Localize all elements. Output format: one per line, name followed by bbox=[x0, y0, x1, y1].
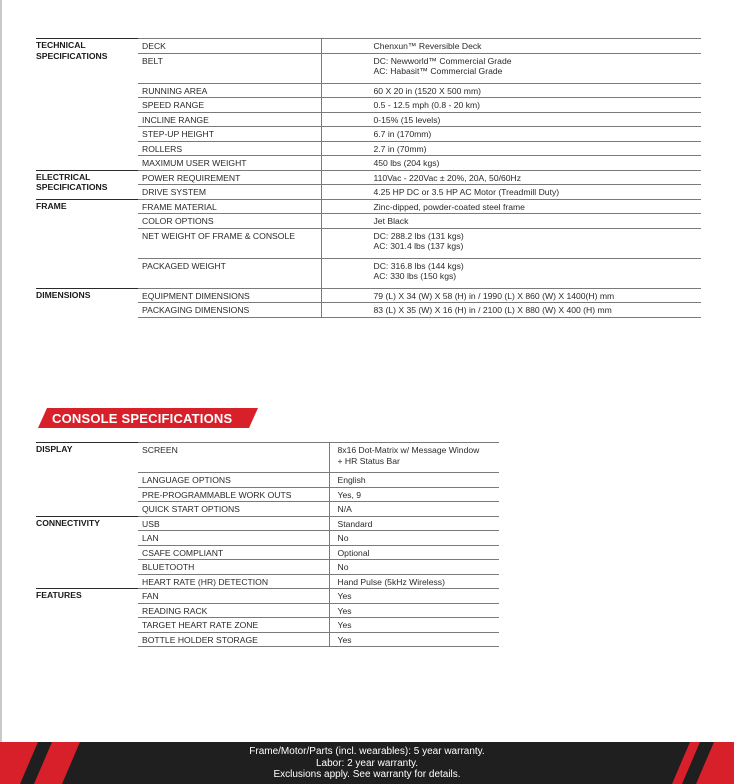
spec-label: FRAME MATERIAL bbox=[138, 199, 321, 214]
spec-value: 6.7 in (170mm) bbox=[321, 127, 701, 142]
spec-row bbox=[36, 589, 499, 604]
spec-value: 0.5 - 12.5 mph (0.8 - 20 km) bbox=[321, 98, 701, 113]
spec-row bbox=[36, 170, 701, 185]
warranty-line: Frame/Motor/Parts (incl. wearables): 5 year warranty. bbox=[249, 746, 485, 757]
spec-label: LAN bbox=[138, 531, 329, 546]
spec-category: CONNECTIVITY bbox=[36, 516, 138, 589]
spec-label: PACKAGING DIMENSIONS bbox=[138, 303, 321, 318]
spec-label: LANGUAGE OPTIONS bbox=[138, 473, 329, 488]
spec-label: PACKAGED WEIGHT bbox=[138, 258, 321, 288]
spec-value: 8x16 Dot-Matrix w/ Message Window + HR Status Bar bbox=[329, 443, 499, 473]
spec-row bbox=[36, 39, 701, 54]
spec-value: 2.7 in (70mm) bbox=[321, 141, 701, 156]
spec-value: English bbox=[329, 473, 499, 488]
spec-value: 83 (L) X 35 (W) X 16 (H) in / 2100 (L) X 880 (W) X 400 (H) mm bbox=[321, 303, 701, 318]
spec-label: INCLINE RANGE bbox=[138, 112, 321, 127]
spec-label: USB bbox=[138, 516, 329, 531]
spec-value: 450 lbs (204 kgs) bbox=[321, 156, 701, 171]
spec-row bbox=[36, 288, 701, 303]
spec-value: DC: Newworld™ Commercial Grade AC: Habasit™ Commercial Grade bbox=[321, 53, 701, 83]
spec-label: CSAFE COMPLIANT bbox=[138, 545, 329, 560]
spec-value: Jet Black bbox=[321, 214, 701, 229]
warranty-footer bbox=[0, 742, 734, 784]
spec-value: No bbox=[329, 531, 499, 546]
spec-value: No bbox=[329, 560, 499, 575]
spec-category: FEATURES bbox=[36, 589, 138, 647]
spec-label: MAXIMUM USER WEIGHT bbox=[138, 156, 321, 171]
spec-category: DISPLAY bbox=[36, 443, 138, 517]
spec-value: DC: 316.8 lbs (144 kgs) AC: 330 lbs (150 kgs) bbox=[321, 258, 701, 288]
console-spec-banner bbox=[38, 408, 258, 428]
spec-value: Zinc-dipped, powder-coated steel frame bbox=[321, 199, 701, 214]
spec-label: DECK bbox=[138, 39, 321, 54]
spec-row bbox=[36, 199, 701, 214]
spec-label: SCREEN bbox=[138, 443, 329, 473]
spec-label: READING RACK bbox=[138, 603, 329, 618]
spec-value: 110Vac - 220Vac ± 20%, 20A, 50/60Hz bbox=[321, 170, 701, 185]
spec-label: COLOR OPTIONS bbox=[138, 214, 321, 229]
spec-row bbox=[36, 516, 499, 531]
console-spec-table bbox=[36, 442, 499, 647]
spec-label: PRE-PROGRAMMABLE WORK OUTS bbox=[138, 487, 329, 502]
spec-value: Yes bbox=[329, 632, 499, 647]
spec-label: BLUETOOTH bbox=[138, 560, 329, 575]
spec-row bbox=[36, 443, 499, 473]
spec-category: DIMENSIONS bbox=[36, 288, 138, 317]
page-edge bbox=[0, 0, 2, 784]
spec-category: TECHNICAL SPECIFICATIONS bbox=[36, 39, 138, 171]
spec-label: POWER REQUIREMENT bbox=[138, 170, 321, 185]
spec-label: BOTTLE HOLDER STORAGE bbox=[138, 632, 329, 647]
spec-value: Standard bbox=[329, 516, 499, 531]
spec-label: RUNNING AREA bbox=[138, 83, 321, 98]
spec-label: FAN bbox=[138, 589, 329, 604]
spec-value: Optional bbox=[329, 545, 499, 560]
spec-label: HEART RATE (HR) DETECTION bbox=[138, 574, 329, 589]
spec-label: NET WEIGHT OF FRAME & CONSOLE bbox=[138, 228, 321, 258]
spec-value: Yes bbox=[329, 589, 499, 604]
spec-category: FRAME bbox=[36, 199, 138, 288]
spec-value: 79 (L) X 34 (W) X 58 (H) in / 1990 (L) X 860 (W) X 1400(H) mm bbox=[321, 288, 701, 303]
spec-label: BELT bbox=[138, 53, 321, 83]
spec-value: 0-15% (15 levels) bbox=[321, 112, 701, 127]
spec-label: QUICK START OPTIONS bbox=[138, 502, 329, 517]
console-spec-heading: CONSOLE SPECIFICATIONS bbox=[52, 411, 233, 426]
spec-label: ROLLERS bbox=[138, 141, 321, 156]
spec-value: DC: 288.2 lbs (131 kgs) AC: 301.4 lbs (137 kgs) bbox=[321, 228, 701, 258]
spec-value: Yes bbox=[329, 618, 499, 633]
spec-label: STEP-UP HEIGHT bbox=[138, 127, 321, 142]
spec-label: TARGET HEART RATE ZONE bbox=[138, 618, 329, 633]
spec-value: Yes, 9 bbox=[329, 487, 499, 502]
technical-spec-table bbox=[36, 38, 701, 318]
spec-label: EQUIPMENT DIMENSIONS bbox=[138, 288, 321, 303]
warranty-text bbox=[0, 746, 734, 781]
spec-value: Chenxun™ Reversible Deck bbox=[321, 39, 701, 54]
warranty-line: Exclusions apply. See warranty for details. bbox=[273, 769, 461, 780]
spec-value: 4.25 HP DC or 3.5 HP AC Motor (Treadmill Duty) bbox=[321, 185, 701, 200]
spec-label: SPEED RANGE bbox=[138, 98, 321, 113]
spec-value: Hand Pulse (5kHz Wireless) bbox=[329, 574, 499, 589]
spec-label: DRIVE SYSTEM bbox=[138, 185, 321, 200]
spec-value: N/A bbox=[329, 502, 499, 517]
spec-category: ELECTRICAL SPECIFICATIONS bbox=[36, 170, 138, 199]
spec-value: Yes bbox=[329, 603, 499, 618]
warranty-line: Labor: 2 year warranty. bbox=[315, 757, 419, 769]
spec-value: 60 X 20 in (1520 X 500 mm) bbox=[321, 83, 701, 98]
